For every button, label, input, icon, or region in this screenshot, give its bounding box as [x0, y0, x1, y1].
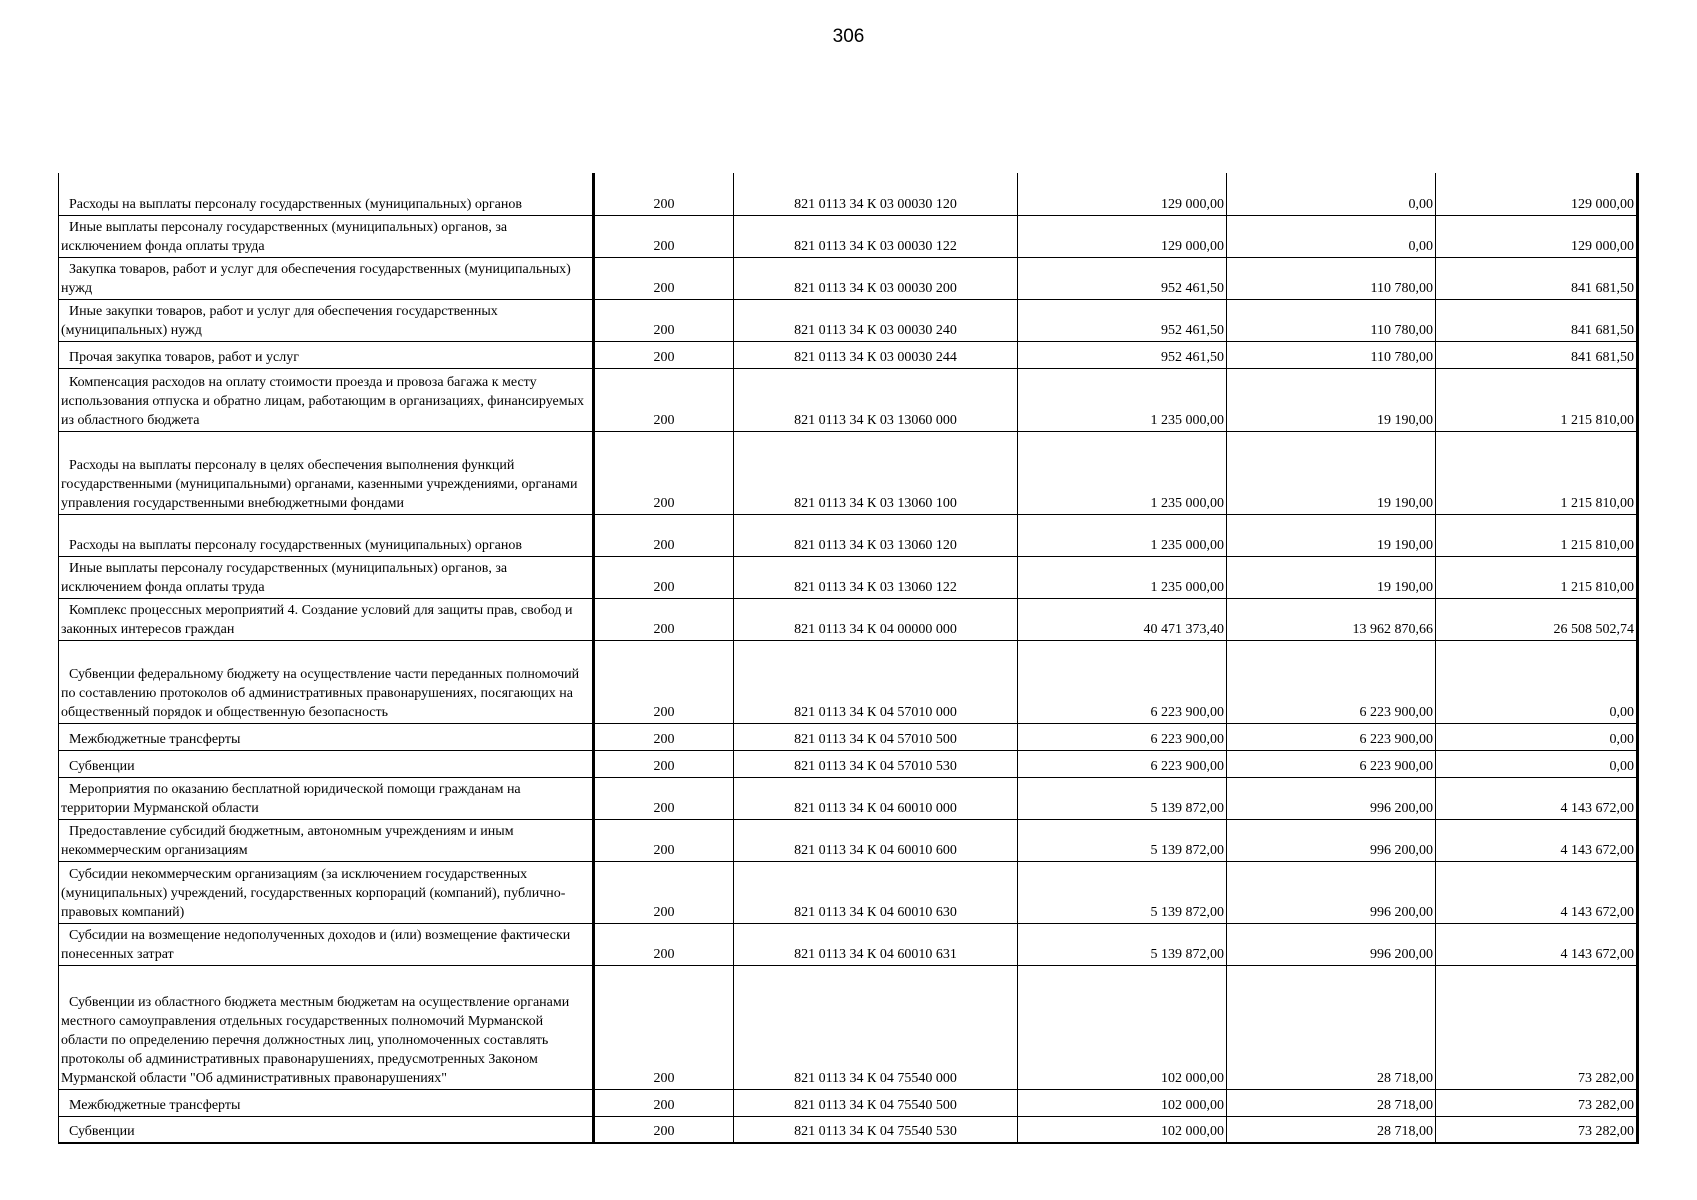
- table-row: [59, 1116, 1638, 1143]
- cell-line-code: 200: [594, 257, 734, 299]
- cell-name: [59, 598, 594, 640]
- cell-classification-code: 821 0113 34 К 04 60010 630: [734, 861, 1018, 923]
- cell-name: [59, 368, 594, 431]
- cell-unexecuted-amount: 129 000,00: [1436, 173, 1638, 215]
- cell-executed-amount: 0,00: [1227, 215, 1436, 257]
- table-row: [59, 819, 1638, 861]
- cell-executed-amount: 110 780,00: [1227, 299, 1436, 341]
- cell-name: [59, 514, 594, 556]
- cell-executed-amount: 28 718,00: [1227, 1116, 1436, 1143]
- cell-classification-code: 821 0113 34 К 04 60010 000: [734, 777, 1018, 819]
- cell-name: [59, 556, 594, 598]
- cell-classification-code: 821 0113 34 К 03 13060 000: [734, 368, 1018, 431]
- cell-unexecuted-amount: 0,00: [1436, 750, 1638, 777]
- cell-name: [59, 819, 594, 861]
- row-name-text: Субвенции: [69, 758, 135, 774]
- cell-approved-amount: 40 471 373,40: [1018, 598, 1227, 640]
- row-name-text: Межбюджетные трансферты: [69, 731, 241, 747]
- cell-unexecuted-amount: 73 282,00: [1436, 1116, 1638, 1143]
- cell-line-code: 200: [594, 556, 734, 598]
- cell-line-code: 200: [594, 965, 734, 1089]
- cell-unexecuted-amount: 73 282,00: [1436, 965, 1638, 1089]
- cell-line-code: 200: [594, 1089, 734, 1116]
- cell-approved-amount: 102 000,00: [1018, 1089, 1227, 1116]
- table-row: [59, 965, 1638, 1089]
- cell-executed-amount: 19 190,00: [1227, 431, 1436, 514]
- cell-approved-amount: 102 000,00: [1018, 965, 1227, 1089]
- cell-name: [59, 257, 594, 299]
- cell-name: [59, 431, 594, 514]
- page-number: 306: [832, 26, 865, 47]
- cell-classification-code: 821 0113 34 К 03 00030 200: [734, 257, 1018, 299]
- cell-name: [59, 861, 594, 923]
- table-row: [59, 257, 1638, 299]
- cell-name: [59, 965, 594, 1089]
- cell-classification-code: 821 0113 34 К 03 13060 100: [734, 431, 1018, 514]
- table-row: [59, 1089, 1638, 1116]
- cell-line-code: 200: [594, 923, 734, 965]
- cell-name: [59, 299, 594, 341]
- cell-name: [59, 341, 594, 368]
- cell-line-code: 200: [594, 215, 734, 257]
- row-name-text: Расходы на выплаты персоналу государственных (муниципальных) органов: [69, 537, 522, 553]
- table-row: [59, 598, 1638, 640]
- table-row: [59, 777, 1638, 819]
- cell-line-code: 200: [594, 431, 734, 514]
- cell-name: [59, 923, 594, 965]
- cell-executed-amount: 19 190,00: [1227, 368, 1436, 431]
- cell-unexecuted-amount: 4 143 672,00: [1436, 819, 1638, 861]
- cell-name: [59, 750, 594, 777]
- table-row: [59, 750, 1638, 777]
- row-name-text: Иные выплаты персоналу государственных (муниципальных) органов, за исключением фонда оплаты труда: [61, 219, 508, 254]
- table-body: [59, 173, 1638, 1143]
- cell-unexecuted-amount: 0,00: [1436, 723, 1638, 750]
- table-row: [59, 556, 1638, 598]
- cell-classification-code: 821 0113 34 К 04 60010 631: [734, 923, 1018, 965]
- cell-classification-code: 821 0113 34 К 03 00030 240: [734, 299, 1018, 341]
- cell-executed-amount: 28 718,00: [1227, 1089, 1436, 1116]
- cell-name: [59, 173, 594, 215]
- cell-classification-code: 821 0113 34 К 04 00000 000: [734, 598, 1018, 640]
- row-name-text: Иные закупки товаров, работ и услуг для обеспечения государственных (муниципальных) нужд: [61, 303, 498, 338]
- row-name-text: Расходы на выплаты персоналу государственных (муниципальных) органов: [69, 196, 522, 212]
- cell-executed-amount: 13 962 870,66: [1227, 598, 1436, 640]
- row-name-text: Межбюджетные трансферты: [69, 1097, 241, 1113]
- cell-executed-amount: 19 190,00: [1227, 514, 1436, 556]
- cell-executed-amount: 19 190,00: [1227, 556, 1436, 598]
- cell-classification-code: 821 0113 34 К 04 57010 500: [734, 723, 1018, 750]
- cell-unexecuted-amount: 1 215 810,00: [1436, 368, 1638, 431]
- cell-approved-amount: 1 235 000,00: [1018, 556, 1227, 598]
- table-row: [59, 368, 1638, 431]
- cell-approved-amount: 129 000,00: [1018, 173, 1227, 215]
- cell-line-code: 200: [594, 640, 734, 723]
- budget-execution-table: [58, 173, 1639, 1144]
- cell-approved-amount: 6 223 900,00: [1018, 750, 1227, 777]
- cell-approved-amount: 952 461,50: [1018, 299, 1227, 341]
- cell-executed-amount: 110 780,00: [1227, 257, 1436, 299]
- table-row: [59, 723, 1638, 750]
- cell-unexecuted-amount: 0,00: [1436, 640, 1638, 723]
- cell-unexecuted-amount: 4 143 672,00: [1436, 861, 1638, 923]
- cell-classification-code: 821 0113 34 К 03 00030 122: [734, 215, 1018, 257]
- cell-unexecuted-amount: 841 681,50: [1436, 341, 1638, 368]
- cell-line-code: 200: [594, 368, 734, 431]
- table-row: [59, 341, 1638, 368]
- cell-classification-code: 821 0113 34 К 03 00030 244: [734, 341, 1018, 368]
- table-row: [59, 514, 1638, 556]
- cell-approved-amount: 1 235 000,00: [1018, 431, 1227, 514]
- cell-unexecuted-amount: 4 143 672,00: [1436, 923, 1638, 965]
- row-name-text: Субсидии некоммерческим организациям (за исключением государственных (муниципальных) учреждений, государственных корпораций (компаний), публично-правовых компаний): [61, 866, 566, 920]
- cell-line-code: 200: [594, 723, 734, 750]
- row-name-text: Субсидии на возмещение недополученных доходов и (или) возмещение фактически понесенных затрат: [61, 927, 571, 962]
- cell-approved-amount: 129 000,00: [1018, 215, 1227, 257]
- cell-line-code: 200: [594, 514, 734, 556]
- cell-classification-code: 821 0113 34 К 03 00030 120: [734, 173, 1018, 215]
- cell-approved-amount: 1 235 000,00: [1018, 514, 1227, 556]
- cell-executed-amount: 996 200,00: [1227, 819, 1436, 861]
- cell-name: [59, 723, 594, 750]
- row-name-text: Субвенции из областного бюджета местным бюджетам на осуществление органами местного самоуправления отдельных государственных полномочий Мурманской области по определению перечня должностных лиц, уполномоченных составлять протоколы об административных правонарушениях, предусмотренных Законом Мурманской области "Об административных правонарушениях": [61, 994, 570, 1086]
- cell-line-code: 200: [594, 598, 734, 640]
- cell-line-code: 200: [594, 173, 734, 215]
- cell-unexecuted-amount: 1 215 810,00: [1436, 431, 1638, 514]
- cell-executed-amount: 6 223 900,00: [1227, 640, 1436, 723]
- row-name-text: Компенсация расходов на оплату стоимости проезда и провоза багажа к месту использования отпуска и обратно лицам, работающим в организациях, финансируемых из областного бюджета: [61, 374, 585, 428]
- cell-approved-amount: 6 223 900,00: [1018, 723, 1227, 750]
- cell-unexecuted-amount: 129 000,00: [1436, 215, 1638, 257]
- cell-approved-amount: 5 139 872,00: [1018, 923, 1227, 965]
- cell-executed-amount: 110 780,00: [1227, 341, 1436, 368]
- cell-classification-code: 821 0113 34 К 03 13060 120: [734, 514, 1018, 556]
- cell-approved-amount: 6 223 900,00: [1018, 640, 1227, 723]
- cell-name: [59, 1116, 594, 1143]
- row-name-text: Мероприятия по оказанию бесплатной юридической помощи гражданам на территории Мурманской области: [61, 781, 521, 816]
- row-name-text: Закупка товаров, работ и услуг для обеспечения государственных (муниципальных) нужд: [61, 261, 571, 296]
- cell-unexecuted-amount: 73 282,00: [1436, 1089, 1638, 1116]
- cell-line-code: 200: [594, 341, 734, 368]
- cell-approved-amount: 5 139 872,00: [1018, 861, 1227, 923]
- cell-unexecuted-amount: 1 215 810,00: [1436, 514, 1638, 556]
- cell-executed-amount: 996 200,00: [1227, 923, 1436, 965]
- cell-approved-amount: 5 139 872,00: [1018, 819, 1227, 861]
- cell-name: [59, 640, 594, 723]
- table-row: [59, 215, 1638, 257]
- cell-approved-amount: 952 461,50: [1018, 257, 1227, 299]
- table-row: [59, 923, 1638, 965]
- row-name-text: Субвенции федеральному бюджету на осуществление части переданных полномочий по составлению протоколов об административных правонарушениях, посягающих на общественный порядок и общественную безопасность: [61, 666, 580, 720]
- table-row: [59, 861, 1638, 923]
- cell-executed-amount: 996 200,00: [1227, 777, 1436, 819]
- cell-line-code: 200: [594, 299, 734, 341]
- cell-executed-amount: 28 718,00: [1227, 965, 1436, 1089]
- cell-executed-amount: 996 200,00: [1227, 861, 1436, 923]
- cell-classification-code: 821 0113 34 К 04 75540 530: [734, 1116, 1018, 1143]
- table-row: [59, 431, 1638, 514]
- table-row: [59, 640, 1638, 723]
- row-name-text: Прочая закупка товаров, работ и услуг: [69, 349, 299, 365]
- table-row: [59, 299, 1638, 341]
- cell-classification-code: 821 0113 34 К 04 57010 530: [734, 750, 1018, 777]
- cell-unexecuted-amount: 26 508 502,74: [1436, 598, 1638, 640]
- cell-line-code: 200: [594, 1116, 734, 1143]
- cell-unexecuted-amount: 1 215 810,00: [1436, 556, 1638, 598]
- row-name-text: Предоставление субсидий бюджетным, автономным учреждениям и иным некоммерческим организациям: [61, 823, 514, 858]
- cell-approved-amount: 952 461,50: [1018, 341, 1227, 368]
- cell-unexecuted-amount: 841 681,50: [1436, 257, 1638, 299]
- cell-name: [59, 777, 594, 819]
- cell-approved-amount: 102 000,00: [1018, 1116, 1227, 1143]
- cell-line-code: 200: [594, 777, 734, 819]
- cell-line-code: 200: [594, 819, 734, 861]
- cell-classification-code: 821 0113 34 К 04 60010 600: [734, 819, 1018, 861]
- cell-name: [59, 1089, 594, 1116]
- cell-executed-amount: 0,00: [1227, 173, 1436, 215]
- cell-classification-code: 821 0113 34 К 04 75540 000: [734, 965, 1018, 1089]
- table-row: [59, 173, 1638, 215]
- cell-executed-amount: 6 223 900,00: [1227, 723, 1436, 750]
- cell-approved-amount: 1 235 000,00: [1018, 368, 1227, 431]
- cell-unexecuted-amount: 4 143 672,00: [1436, 777, 1638, 819]
- cell-classification-code: 821 0113 34 К 04 75540 500: [734, 1089, 1018, 1116]
- row-name-text: Комплекс процессных мероприятий 4. Создание условий для защиты прав, свобод и законных интересов граждан: [61, 602, 573, 637]
- cell-approved-amount: 5 139 872,00: [1018, 777, 1227, 819]
- cell-classification-code: 821 0113 34 К 04 57010 000: [734, 640, 1018, 723]
- cell-classification-code: 821 0113 34 К 03 13060 122: [734, 556, 1018, 598]
- row-name-text: Иные выплаты персоналу государственных (муниципальных) органов, за исключением фонда оплаты труда: [61, 560, 508, 595]
- cell-line-code: 200: [594, 861, 734, 923]
- cell-unexecuted-amount: 841 681,50: [1436, 299, 1638, 341]
- row-name-text: Расходы на выплаты персоналу в целях обеспечения выполнения функций государственными (муниципальными) органами, казенными учреждениями, органами управления государственными внебюджетными фондами: [61, 457, 578, 511]
- cell-line-code: 200: [594, 750, 734, 777]
- row-name-text: Субвенции: [69, 1124, 135, 1139]
- cell-name: [59, 215, 594, 257]
- cell-executed-amount: 6 223 900,00: [1227, 750, 1436, 777]
